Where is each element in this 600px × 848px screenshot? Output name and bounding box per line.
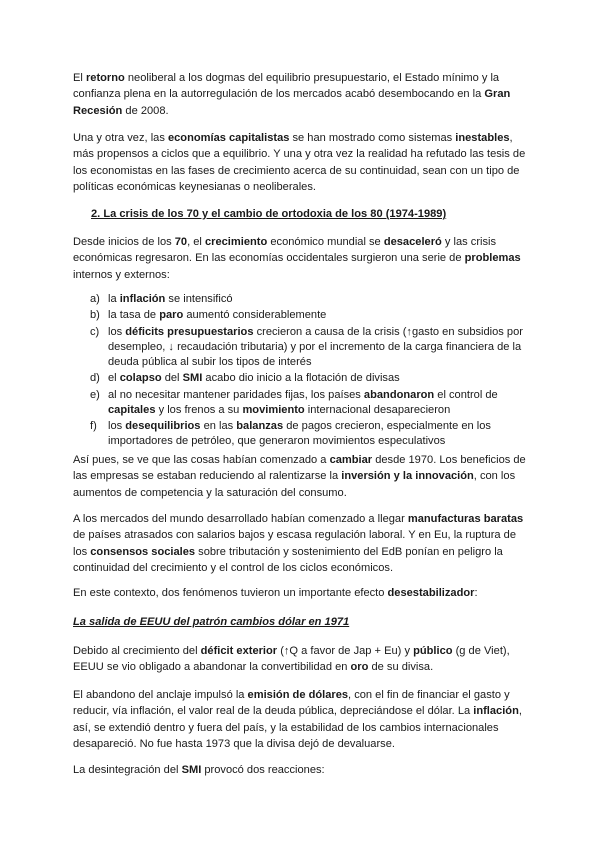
list-marker: e)	[90, 388, 100, 401]
numbered-list	[73, 292, 533, 451]
subheading: La salida de EEUU del patrón cambios dólar en 1971	[73, 616, 350, 628]
list-marker: f)	[90, 420, 97, 433]
list-item: c) los déficits presupuestarios crecieron a causa de la crisis (↑gasto en subsidios por desempleo, ↓ recaudación tributaria) y por el incremento de la carga financiera de la deuda pública al subir los tipos de interés	[90, 325, 523, 368]
list-marker: a)	[90, 293, 100, 305]
paragraph: En este contexto, dos fenómenos tuvieron un importante efecto desestabilizador:	[73, 587, 478, 599]
list-marker: d)	[90, 372, 100, 385]
list-item: a) la inflación se intensificó	[73, 292, 533, 307]
section-heading: 2. La crisis de los 70 y el cambio de ortodoxia de los 80 (1974-1989)	[91, 208, 447, 220]
list-item: f) los desequilibrios en las balanzas de pagos crecieron, especialmente en los importadores de petróleo, que generaron movimientos especulativos	[90, 420, 491, 448]
paragraph: Una y otra vez, las economías capitalistas se han mostrado como sistemas inestables, más propensos a ciclos que a equilibrio. Y una y otra vez la realidad ha refutado las tesis de los economistas en las fases de crecimiento acerca de su continuidad, sean con un tipo de políticas económicas keynesianas o neoliberales.	[73, 132, 526, 193]
paragraph: A los mercados del mundo desarrollado habían comenzado a llegar manufacturas baratas de países atrasados con salarios bajos y escasa regulación laboral. Y en Eu, la ruptura de los consensos sociales sobre tributación y sostenimiento del EdB ponían en peligro la continuidad del crecimiento y el control de los ciclos económicos.	[73, 513, 524, 574]
list-marker: b)	[90, 309, 100, 322]
list-item: b) la tasa de paro aumentó considerablemente	[73, 308, 533, 323]
paragraph: El abandono del anclaje impulsó la emisión de dólares, con el fin de financiar el gasto y reducir, vía inflación, el valor real de la deuda pública, depreciándose el dólar. La inflación, así, se extendió dentro y fuera del país, y la estabilidad de los cambios internacionales desapareció. No fue hasta 1973 que la divisa dejó de devaluarse.	[73, 689, 522, 750]
list-item: e) al no necesitar mantener paridades fijas, los países abandonaron el control de capitales y los frenos a su movimiento internacional desaparecieron	[90, 388, 498, 416]
list-item: d) el colapso del SMI acabo dio inicio a la flotación de divisas	[73, 371, 533, 386]
paragraph: Así pues, se ve que las cosas habían comenzado a cambiar desde 1970. Los beneficios de las empresas se estaban reduciendo al ralentizarse la inversión y la innovación, con los aumentos de competencia y la saturación del consumo.	[73, 454, 526, 499]
paragraph: Debido al crecimiento del déficit exterior (↑Q a favor de Jap + Eu) y público (g de Viet), EEUU se vio obligado a abandonar la convertibilidad en oro de su divisa.	[73, 645, 510, 674]
paragraph: El retorno neoliberal a los dogmas del equilibrio presupuestario, el Estado mínimo y la confianza plena en la autorregulación de los mercados acabó desembocando en la Gran Recesión de 2008.	[73, 72, 511, 117]
paragraph: La desintegración del SMI provocó dos reacciones:	[73, 764, 325, 776]
list-marker: c)	[90, 325, 100, 338]
paragraph: Desde inicios de los 70, el crecimiento económico mundial se desaceleró y las crisis económicas regresaron. En las economías occidentales surgieron una serie de problemas internos y externos:	[73, 236, 521, 281]
